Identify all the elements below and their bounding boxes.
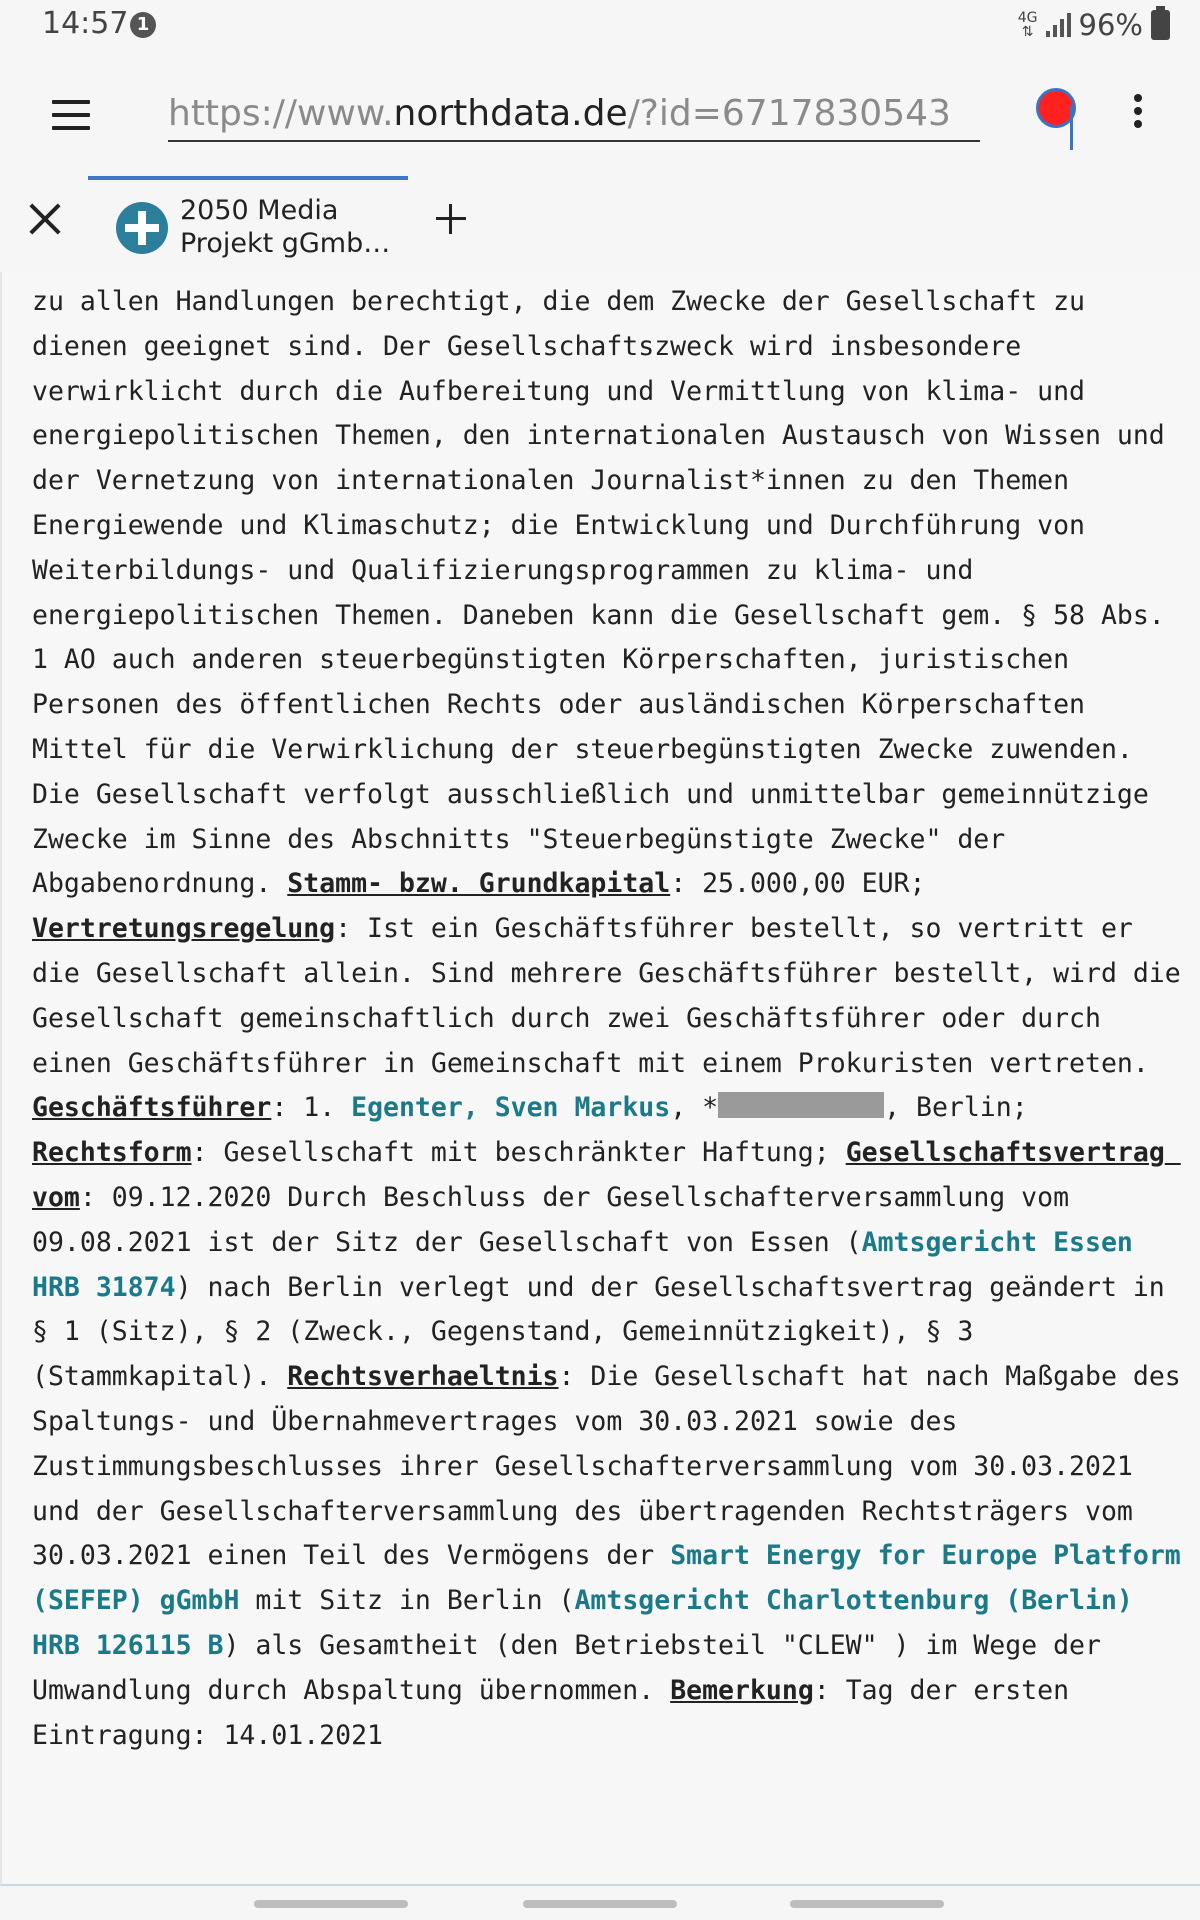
close-icon[interactable]: [28, 202, 62, 236]
redacted-birthdate: [718, 1092, 884, 1118]
gesture-handle-right: [790, 1900, 944, 1908]
field-label-link[interactable]: Vertretungsregelung: [32, 913, 336, 945]
network-type-icon: 4G ⇅: [1017, 10, 1038, 40]
gesture-handle-left: [254, 1900, 408, 1908]
url-scheme: https://www.: [168, 93, 394, 134]
body-text: mit Sitz in Berlin (: [239, 1585, 575, 1617]
body-text: : 25.000,00 EUR;: [670, 868, 942, 900]
plus-icon: [116, 202, 168, 254]
body-text: : Tag der ersten Eintragung: 14.01.2021: [32, 1674, 1086, 1751]
entity-link[interactable]: Egenter, Sven Markus: [351, 1092, 671, 1124]
body-text: : 09.12.2020 Durch Beschluss der Gesellschafterversammlung vom 09.08.2021 ist der Sitz der Gesellschaft von Essen (: [32, 1181, 1086, 1258]
battery-level: 96%: [1078, 8, 1143, 42]
field-label-link[interactable]: Stamm- bzw. Grundkapital: [287, 868, 671, 900]
network-type-label: 4G: [1017, 10, 1038, 26]
body-text: : 1.: [271, 1092, 352, 1124]
menu-icon[interactable]: [52, 100, 90, 130]
field-label-link[interactable]: Rechtsverhaeltnis: [287, 1361, 559, 1393]
gesture-handle-center: [523, 1900, 677, 1908]
status-right: [1018, 8, 1170, 42]
tab-strip: [0, 172, 1200, 273]
notification-badge: 1: [130, 12, 156, 38]
field-label-link[interactable]: Gesellschaftsvertrag vom: [32, 1137, 1181, 1213]
body-text: : Die Gesellschaft hat nach Maßgabe des Spaltungs- und Übernahmevertrages vom 30.03.2021 sowie des Zustimmungsbeschlusses ihrer Gesellschafterversammlung vom 30.03.2021 und der Gesellschafterversammlung des übertragenden Rechtsträgers vom 30.03.2021 einen Teil des Vermögens der: [32, 1361, 1197, 1572]
field-label-link[interactable]: Bemerkung: [670, 1674, 814, 1706]
gesture-bar: [0, 1900, 1200, 1908]
body-text: ) als Gesamtheit (den Betriebsteil "CLEW" ) im Wege der Umwandlung durch Abspaltung übernommen.: [32, 1629, 1117, 1706]
more-vert-icon[interactable]: [1134, 94, 1144, 134]
entity-link[interactable]: Amtsgericht Essen HRB 31874: [32, 1226, 1149, 1303]
entity-link[interactable]: Amtsgericht Charlottenburg (Berlin) HRB 126115 B: [32, 1585, 1149, 1661]
browser-toolbar: [0, 60, 1200, 170]
url-host: northdata.de: [393, 93, 628, 134]
body-text: : Ist ein Geschäftsführer bestellt, so vertritt er die Gesellschaft allein. Sind mehrere Geschäftsführer bestellt, wird die Gesellschaft gemeinschaftlich durch zwei Geschäftsführer oder durch einen Geschäftsführer in Gemeinschaft mit einem Prokuristen vertreten.: [32, 913, 1197, 1079]
tab-title-line2: Projekt gGmb…: [180, 228, 390, 259]
register-text: [32, 280, 1197, 1758]
body-text: zu allen Handlungen berechtigt, die dem Zwecke der Gesellschaft zu dienen geeignet sind. Der Gesellschaftszweck wird insbesondere verwirklicht durch die Aufbereitung und Vermittlung von klima- und energiepolitischen Themen, den internationalen Austausch von Wissen und der Vernetzung von internationalen Journalist*innen zu den Themen Energiewende und Klimaschutz; die Entwicklung und Durchführung von Weiterbildungs- und Qualifizierungsprogrammen zu klima- und energiepolitischen Themen. Daneben kann die Gesellschaft gem. § 58 Abs. 1 AO auch anderen steuerbegünstigten Körperschaften, juristischen Personen des öffentlichen Rechts oder ausländischen Körperschaften Mittel für die Verwirklichung der steuerbegünstigten Zwecke zuwenden. Die Gesellschaft verfolgt ausschließlich und unmittelbar gemeinnützige Zwecke im Sinne des Abschnitts "Steuerbegünstigte Zwecke" der Abgabenordnung.: [32, 286, 1181, 900]
tab-title-line1: 2050 Media: [180, 195, 339, 226]
tab-title: [180, 194, 390, 260]
field-label-link[interactable]: Rechtsform: [32, 1137, 192, 1169]
entity-link[interactable]: Smart Energy for Europe Platform (SEFEP) gGmbH: [32, 1540, 1197, 1617]
status-time: 14:57: [42, 6, 129, 41]
body-text: ) nach Berlin verlegt und der Gesellschaftsvertrag geändert in § 1 (Sitz), § 2 (Zweck., Gegenstand, Gemeinnützigkeit), § 3 (Stammkapital).: [32, 1271, 1181, 1393]
tab-active[interactable]: [88, 176, 408, 274]
add-tab-icon[interactable]: [434, 202, 468, 236]
status-bar: [0, 0, 1200, 50]
field-label-link[interactable]: Geschäftsführer: [32, 1092, 272, 1124]
url-field[interactable]: [168, 88, 980, 142]
body-text: , Berlin;: [884, 1092, 1044, 1124]
url-path: /?id=6717830543: [627, 93, 951, 134]
page-content: [0, 272, 1200, 1886]
body-text: : Gesellschaft mit beschränkter Haftung;: [191, 1137, 846, 1169]
battery-icon: [1151, 10, 1170, 40]
record-indicator-line: [1070, 106, 1073, 150]
body-text: , *: [670, 1092, 719, 1124]
signal-icon: [1046, 13, 1071, 37]
